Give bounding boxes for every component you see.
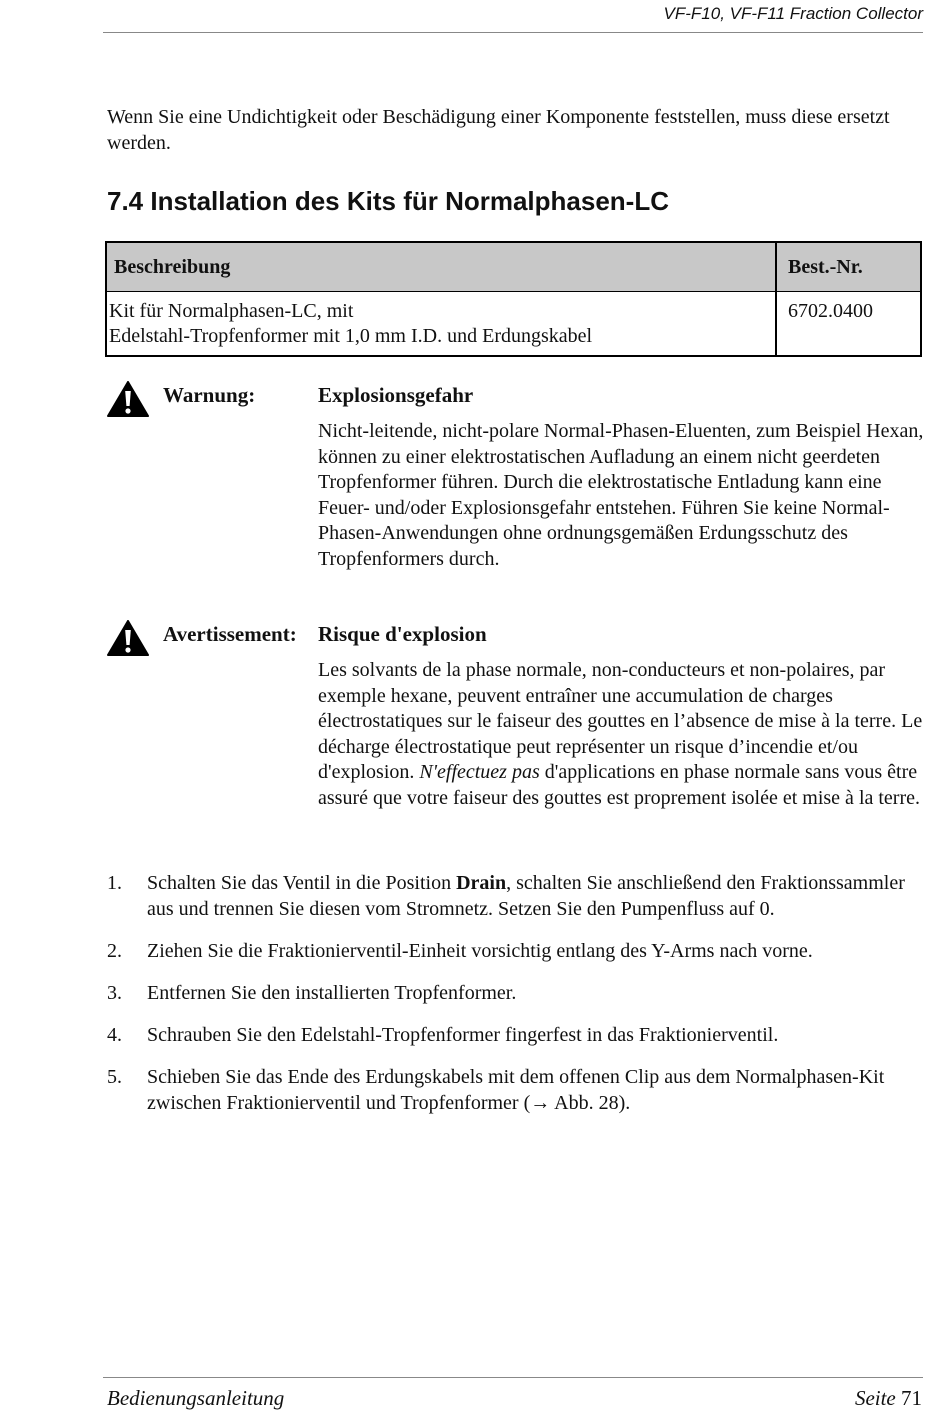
footer-document-title: Bedienungsanleitung [107,1386,285,1410]
step-text: Schalten Sie das Ventil in die Position [147,872,457,894]
step-bold-term: Drain [456,872,507,894]
column-header-description: Beschreibung [106,242,776,292]
step-text: Abb. 28). [550,1092,631,1114]
list-item [107,938,907,964]
list-item [107,1064,907,1116]
warning-body-emphasis: N'effectuez pas [419,761,540,783]
procedure-steps [107,870,907,1132]
warning-label: Avertissement: [163,622,297,646]
step-text: Schrauben Sie den Edelstahl-Tropfenformer fingerfest in das Fraktionierventil. [147,1024,779,1046]
warning-triangle-icon [107,620,149,656]
intro-paragraph: Wenn Sie eine Undichtigkeit oder Beschädigung einer Komponente feststellen, muss diese ersetzt werden. [107,106,890,154]
running-header-title: VF-F10, VF-F11 Fraction Collector [663,4,923,23]
page-number: 71 [901,1386,922,1410]
footer-page-indicator [855,1386,922,1411]
list-item [107,980,907,1006]
warning-body [318,658,928,811]
warning-triangle-icon [107,381,149,417]
section-heading: 7.4 Installation des Kits für Normalphasen-LC [107,186,669,216]
warning-body-text: Les solvants de la phase normale, non-conducteurs et non-polaires, par exemple hexane, peuvent entraîner une accumulation de charges électrostatiques sur le faiseur des gouttes en l’absence de mise à la terre. Le décharge électrostatique peut représenter un risque d’incendie et/ou d'explosion. [318,659,923,783]
step-text: , schalten Sie anschließend den Fraktionssammler aus und trennen Sie diesen vom Stromnetz. Setzen Sie den Pumpenfluss auf 0. [147,872,905,920]
warning-body-text: d'applications en phase normale sans vous être assuré que votre faiseur des gouttes est proprement isolée et mise à la terre. [318,761,921,809]
step-number: 4. [107,1024,122,1046]
step-text: Entfernen Sie den installierten Tropfenformer. [147,982,517,1004]
table-row [106,292,921,357]
header-rule [103,32,923,33]
step-number: 2. [107,940,122,962]
description-cell [106,292,776,357]
step-number: 1. [107,872,122,894]
warning-label: Warnung: [163,383,256,407]
arrow-right-icon: → [530,1092,551,1114]
footer-rule [103,1377,923,1378]
table-header-row [106,242,921,292]
description-line: Edelstahl-Tropfenformer mit 1,0 mm I.D. und Erdungskabel [109,325,593,347]
list-item [107,870,907,922]
list-item [107,1022,907,1048]
step-number: 5. [107,1066,122,1088]
parts-table [105,241,922,357]
warning-title: Risque d'explosion [318,622,487,646]
part-number-cell: 6702.0400 [776,292,921,357]
step-text: Schieben Sie das Ende des Erdungskabels mit dem offenen Clip aus dem Normalphasen-Kit zwischen Fraktionierventil und Tropfenformer ( [147,1066,885,1114]
column-header-part-number: Best.-Nr. [776,242,921,292]
step-number: 3. [107,982,122,1004]
step-text: Ziehen Sie die Fraktionierventil-Einheit vorsichtig entlang des Y-Arms nach vorne. [147,940,813,962]
warning-title: Explosionsgefahr [318,383,474,407]
page-label: Seite [854,1386,896,1410]
description-line: Kit für Normalphasen-LC, mit [109,300,354,322]
warning-body: Nicht-leitende, nicht-polare Normal-Phasen-Eluenten, zum Beispiel Hexan, können zu einer elektrostatischen Aufladung an einem nicht geerdeten Tropfenformer führen. Durch die elektrostatische Entladung kann eine Feuer- und/oder Explosionsgefahr entstehen. Führen Sie keine Normal-Phasen-Anwendungen ohne ordnungsgemäßen Erdungsschutz des Tropfenformers durch. [318,420,924,570]
